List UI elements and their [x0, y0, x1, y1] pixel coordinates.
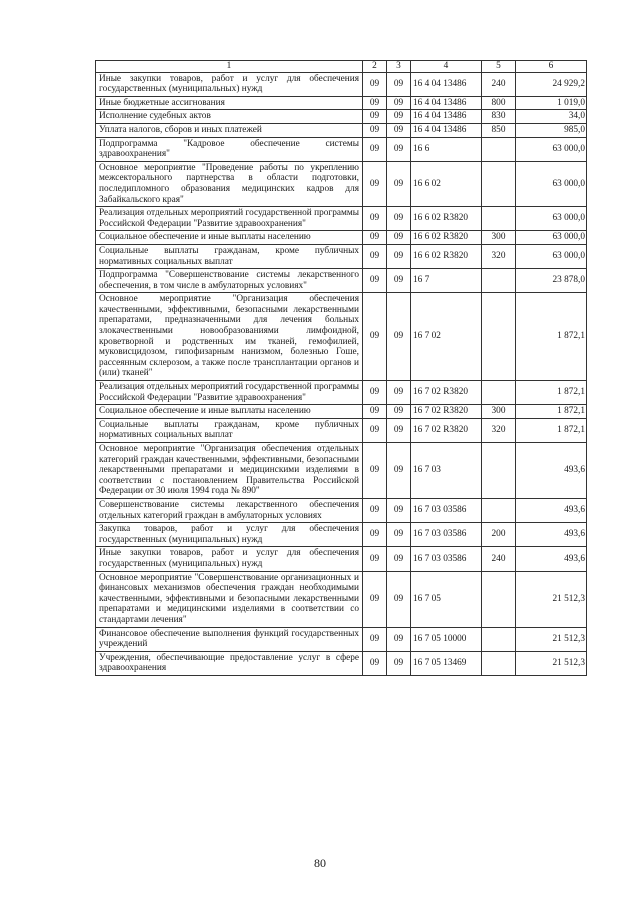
subsection-code: 09: [387, 571, 411, 627]
target-article-code: 16 6 02: [411, 161, 482, 206]
table-row: [96, 571, 587, 627]
section-code: 09: [363, 72, 387, 96]
amount: 1 872,1: [516, 418, 587, 442]
expense-type-code: [482, 443, 516, 499]
target-article-code: 16 7: [411, 269, 482, 293]
subsection-code: 09: [387, 161, 411, 206]
section-code: 09: [363, 207, 387, 231]
amount: 24 929,2: [516, 72, 587, 96]
amount: 21 512,3: [516, 627, 587, 651]
section-code: 09: [363, 523, 387, 547]
amount: 63 000,0: [516, 231, 587, 245]
amount: 493,6: [516, 443, 587, 499]
amount: 985,0: [516, 123, 587, 137]
table-row: [96, 627, 587, 651]
expense-type-code: 320: [482, 418, 516, 442]
item-name: Учреждения, обеспечивающие предоставление услуг в сфере здравоохранения: [96, 651, 363, 675]
subsection-code: 09: [387, 110, 411, 124]
item-name: Социальные выплаты гражданам, кроме публичных нормативных социальных выплат: [96, 418, 363, 442]
column-header: 5: [482, 61, 516, 73]
section-code: 09: [363, 405, 387, 419]
table-row: [96, 123, 587, 137]
item-name: Закупка товаров, работ и услуг для обеспечения государственных (муниципальных) нужд: [96, 523, 363, 547]
expense-type-code: 300: [482, 405, 516, 419]
subsection-code: 09: [387, 498, 411, 522]
subsection-code: 09: [387, 207, 411, 231]
table-row: [96, 137, 587, 161]
section-code: 09: [363, 498, 387, 522]
amount: 63 000,0: [516, 161, 587, 206]
expense-type-code: [482, 207, 516, 231]
table-header-row: [96, 61, 587, 73]
section-code: 09: [363, 418, 387, 442]
section-code: 09: [363, 244, 387, 268]
table-row: [96, 96, 587, 110]
table-row: [96, 405, 587, 419]
target-article-code: 16 7 05: [411, 571, 482, 627]
expense-type-code: [482, 293, 516, 381]
item-name: Социальное обеспечение и иные выплаты населению: [96, 231, 363, 245]
item-name: Исполнение судебных актов: [96, 110, 363, 124]
item-name: Реализация отдельных мероприятий государственной программы Российской Федерации "Развитие здравоохранения": [96, 207, 363, 231]
item-name: Совершенствование системы лекарственного обеспечения отдельных категорий граждан в амбулаторных условиях: [96, 498, 363, 522]
target-article-code: 16 4 04 13486: [411, 96, 482, 110]
item-name: Уплата налогов, сборов и иных платежей: [96, 123, 363, 137]
section-code: 09: [363, 651, 387, 675]
subsection-code: 09: [387, 96, 411, 110]
expense-type-code: [482, 498, 516, 522]
table-row: [96, 547, 587, 571]
table-row: [96, 244, 587, 268]
target-article-code: 16 7 05 10000: [411, 627, 482, 651]
item-name: Основное мероприятие "Организация обеспечения отдельных категорий граждан качественными, эффективными, безопасными лекарственными препаратами и медицинскими изделиями в соответствии с постановлением Правительства Российской Федерации от 30 июля 1994 года № 890": [96, 443, 363, 499]
item-name: Социальные выплаты гражданам, кроме публичных нормативных социальных выплат: [96, 244, 363, 268]
table-row: [96, 110, 587, 124]
column-header: 6: [516, 61, 587, 73]
amount: 1 872,1: [516, 381, 587, 405]
target-article-code: 16 6 02 R3820: [411, 244, 482, 268]
subsection-code: 09: [387, 269, 411, 293]
amount: 1 872,1: [516, 405, 587, 419]
section-code: 09: [363, 571, 387, 627]
target-article-code: 16 4 04 13486: [411, 110, 482, 124]
column-header: 2: [363, 61, 387, 73]
table-row: [96, 651, 587, 675]
expense-type-code: [482, 161, 516, 206]
page-number: 80: [314, 856, 326, 870]
subsection-code: 09: [387, 418, 411, 442]
target-article-code: 16 7 03: [411, 443, 482, 499]
expense-type-code: [482, 651, 516, 675]
table-row: [96, 207, 587, 231]
amount: 63 000,0: [516, 207, 587, 231]
section-code: 09: [363, 381, 387, 405]
amount: 34,0: [516, 110, 587, 124]
table-row: [96, 418, 587, 442]
expense-type-code: 240: [482, 72, 516, 96]
target-article-code: 16 7 05 13469: [411, 651, 482, 675]
table-row: [96, 498, 587, 522]
expense-type-code: [482, 381, 516, 405]
item-name: Реализация отдельных мероприятий государственной программы Российской Федерации "Развитие здравоохранения": [96, 381, 363, 405]
table-row: [96, 72, 587, 96]
table-row: [96, 269, 587, 293]
amount: 21 512,3: [516, 571, 587, 627]
target-article-code: 16 7 02 R3820: [411, 381, 482, 405]
column-header: 1: [96, 61, 363, 73]
subsection-code: 09: [387, 443, 411, 499]
subsection-code: 09: [387, 123, 411, 137]
amount: 1 019,0: [516, 96, 587, 110]
amount: 63 000,0: [516, 244, 587, 268]
expense-type-code: 200: [482, 523, 516, 547]
target-article-code: 16 4 04 13486: [411, 72, 482, 96]
subsection-code: 09: [387, 231, 411, 245]
amount: 21 512,3: [516, 651, 587, 675]
expense-type-code: 800: [482, 96, 516, 110]
expense-type-code: [482, 571, 516, 627]
section-code: 09: [363, 627, 387, 651]
table-row: [96, 293, 587, 381]
section-code: 09: [363, 443, 387, 499]
target-article-code: 16 6 02 R3820: [411, 231, 482, 245]
subsection-code: 09: [387, 651, 411, 675]
table-row: [96, 443, 587, 499]
expense-type-code: 830: [482, 110, 516, 124]
subsection-code: 09: [387, 547, 411, 571]
item-name: Подпрограмма "Кадровое обеспечение системы здравоохранения": [96, 137, 363, 161]
expense-type-code: [482, 627, 516, 651]
amount: 493,6: [516, 523, 587, 547]
subsection-code: 09: [387, 381, 411, 405]
section-code: 09: [363, 269, 387, 293]
target-article-code: 16 4 04 13486: [411, 123, 482, 137]
subsection-code: 09: [387, 627, 411, 651]
amount: 493,6: [516, 547, 587, 571]
target-article-code: 16 7 02 R3820: [411, 405, 482, 419]
amount: 23 878,0: [516, 269, 587, 293]
subsection-code: 09: [387, 244, 411, 268]
section-code: 09: [363, 96, 387, 110]
item-name: Иные закупки товаров, работ и услуг для обеспечения государственных (муниципальных) нужд: [96, 547, 363, 571]
target-article-code: 16 7 03 03586: [411, 547, 482, 571]
section-code: 09: [363, 123, 387, 137]
table-row: [96, 523, 587, 547]
column-header: 3: [387, 61, 411, 73]
expense-type-code: 300: [482, 231, 516, 245]
budget-table: [95, 60, 587, 676]
column-header: 4: [411, 61, 482, 73]
section-code: 09: [363, 110, 387, 124]
section-code: 09: [363, 161, 387, 206]
amount: 63 000,0: [516, 137, 587, 161]
target-article-code: 16 7 02 R3820: [411, 418, 482, 442]
table-row: [96, 231, 587, 245]
section-code: 09: [363, 137, 387, 161]
item-name: Иные закупки товаров, работ и услуг для обеспечения государственных (муниципальных) нужд: [96, 72, 363, 96]
item-name: Иные бюджетные ассигнования: [96, 96, 363, 110]
subsection-code: 09: [387, 72, 411, 96]
section-code: 09: [363, 231, 387, 245]
target-article-code: 16 7 03 03586: [411, 498, 482, 522]
expense-type-code: [482, 269, 516, 293]
target-article-code: 16 7 02: [411, 293, 482, 381]
expense-type-code: 320: [482, 244, 516, 268]
expense-type-code: 850: [482, 123, 516, 137]
budget-table-body: [96, 61, 587, 676]
target-article-code: 16 6: [411, 137, 482, 161]
table-row: [96, 381, 587, 405]
section-code: 09: [363, 293, 387, 381]
expense-type-code: [482, 137, 516, 161]
subsection-code: 09: [387, 137, 411, 161]
item-name: Основное мероприятие "Совершенствование организационных и финансовых механизмов обеспечения граждан необходимыми качественными, эффективными и безопасными лекарственными препаратами и медицинскими изделиями в соответствии со стандартами лечения": [96, 571, 363, 627]
amount: 1 872,1: [516, 293, 587, 381]
subsection-code: 09: [387, 293, 411, 381]
target-article-code: 16 7 03 03586: [411, 523, 482, 547]
expense-type-code: 240: [482, 547, 516, 571]
table-row: [96, 161, 587, 206]
subsection-code: 09: [387, 523, 411, 547]
item-name: Подпрограмма "Совершенствование системы лекарственного обеспечения, в том числе в амбулаторных условиях": [96, 269, 363, 293]
section-code: 09: [363, 547, 387, 571]
item-name: Основное мероприятие "Организация обеспечения качественными, эффективными, безопасными лекарственными препаратами, предназначенными для лечения больных злокачественными новообразованиями лимфоидной, кроветворной и родственных им тканей, гемофилией, муковисцидозом, гипофизарным нанизмом, болезнью Гоше, рассеянным склерозом, а также после трансплантации органов и (или) тканей": [96, 293, 363, 381]
target-article-code: 16 6 02 R3820: [411, 207, 482, 231]
item-name: Основное мероприятие "Проведение работы по укреплению межсекторального партнерства в области подготовки, последипломного образования медицинских кадров для Забайкальского края": [96, 161, 363, 206]
item-name: Финансовое обеспечение выполнения функций государственных учреждений: [96, 627, 363, 651]
subsection-code: 09: [387, 405, 411, 419]
amount: 493,6: [516, 498, 587, 522]
item-name: Социальное обеспечение и иные выплаты населению: [96, 405, 363, 419]
